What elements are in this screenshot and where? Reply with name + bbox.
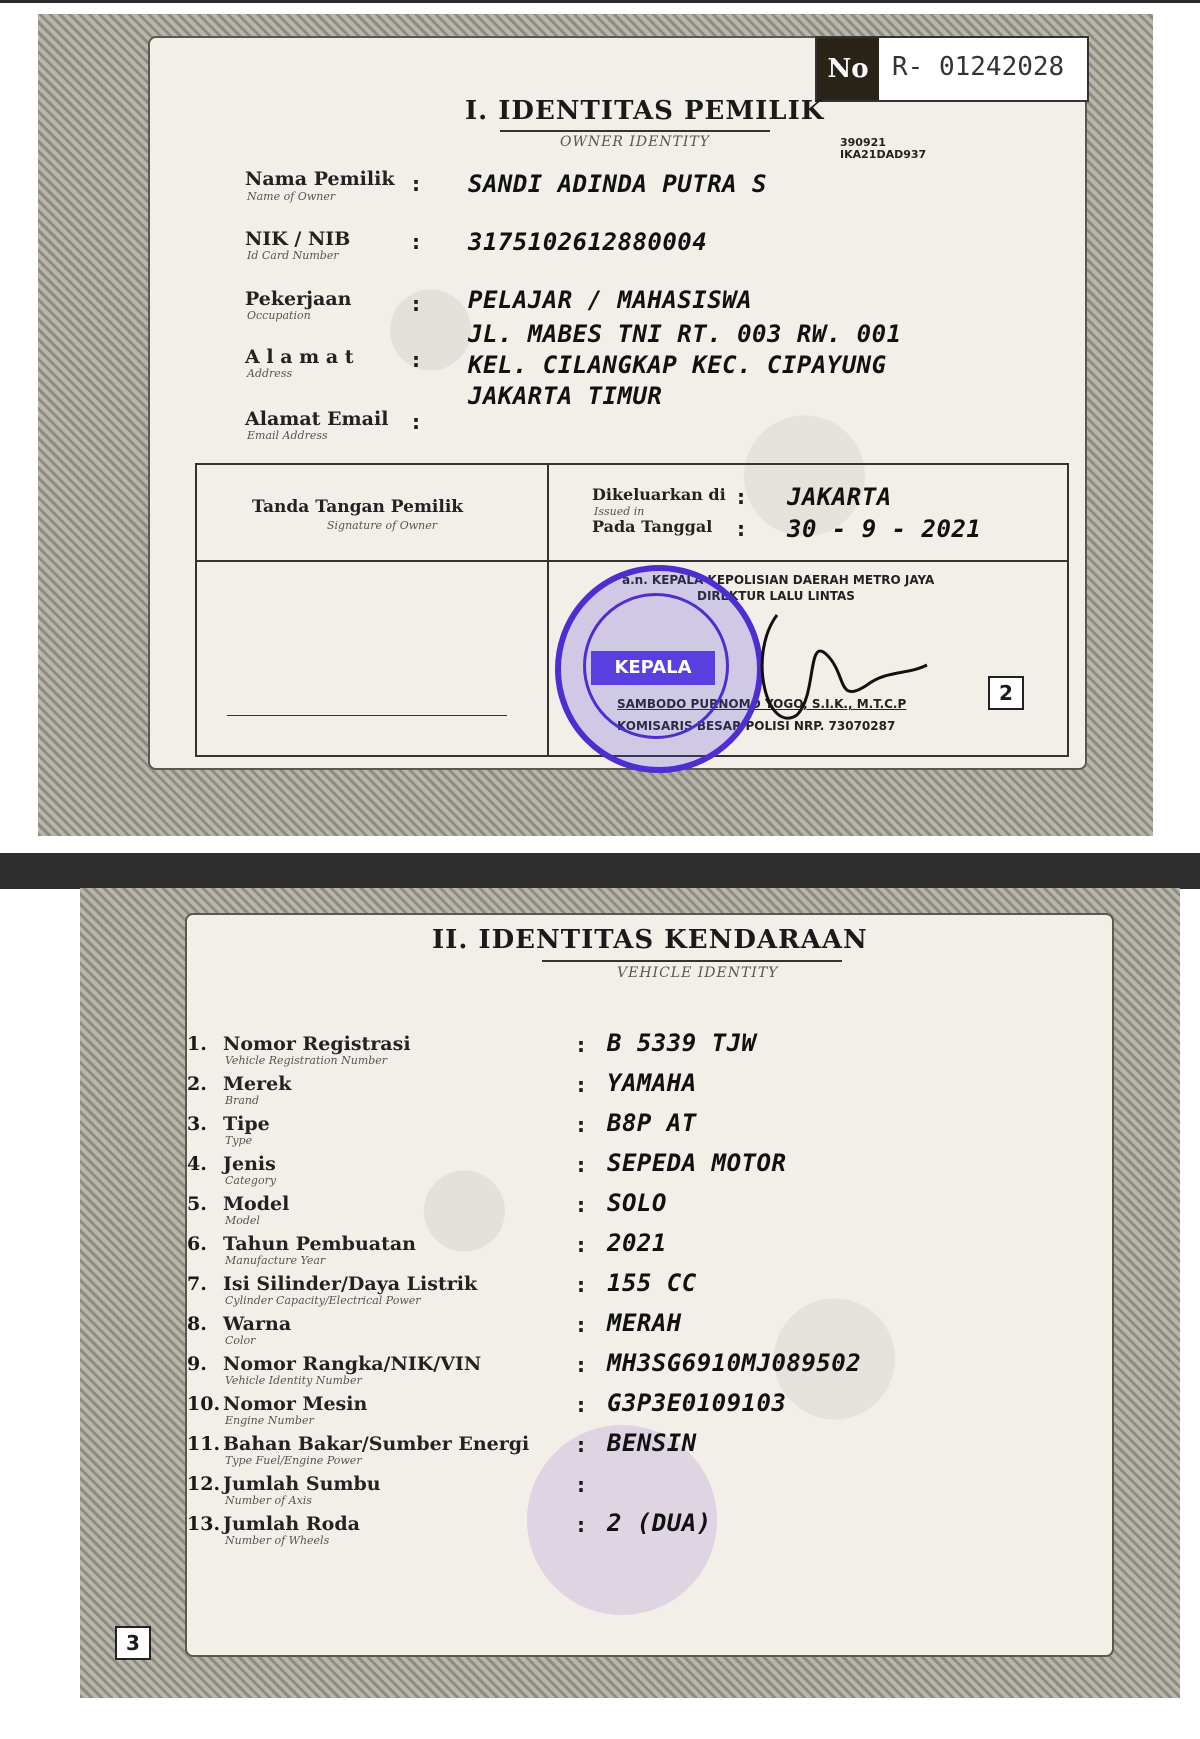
field-value: 2021 — [607, 1229, 667, 1257]
field-sub: Vehicle Identity Number — [225, 1374, 362, 1387]
field-label: Nomor Rangka/NIK/VIN — [223, 1353, 482, 1375]
field-label: Nomor Mesin — [223, 1393, 368, 1415]
field-number: 9. — [187, 1353, 207, 1375]
field-sub: Cylinder Capacity/Electrical Power — [225, 1294, 421, 1307]
page-body — [185, 913, 1114, 1657]
serial-prefix: No — [817, 38, 879, 100]
address-label: A l a m a t — [245, 346, 354, 368]
field-number: 11. — [187, 1433, 221, 1455]
issued-at-value: JAKARTA — [787, 483, 892, 511]
page-body — [148, 36, 1087, 770]
colon: : — [577, 1513, 585, 1537]
nik-value: 3175102612880004 — [468, 228, 708, 256]
field-label: Isi Silinder/Daya Listrik — [223, 1273, 478, 1295]
field-sub: Manufacture Year — [225, 1254, 326, 1267]
code-line-2: IKA21DAD937 — [840, 148, 927, 161]
signature-line — [227, 715, 507, 716]
field-number: 8. — [187, 1313, 207, 1335]
field-value: SEPEDA MOTOR — [607, 1149, 787, 1177]
address-sub: Address — [247, 367, 293, 380]
issued-date-label: Pada Tanggal — [592, 517, 713, 536]
title-underline — [542, 960, 842, 962]
colon: : — [412, 410, 420, 434]
colon: : — [577, 1433, 585, 1457]
field-number: 13. — [187, 1513, 221, 1535]
field-number: 2. — [187, 1073, 207, 1095]
field-sub: Type Fuel/Engine Power — [225, 1454, 362, 1467]
field-label: Jumlah Sumbu — [223, 1473, 381, 1495]
occupation-value: PELAJAR / MAHASISWA — [468, 286, 753, 314]
owner-name-sub: Name of Owner — [247, 190, 336, 203]
email-sub: Email Address — [247, 429, 328, 442]
authority-line-1: a.n. KEPALA KEPOLISIAN DAERAH METRO JAYA — [622, 573, 935, 587]
field-label: Merek — [223, 1073, 292, 1095]
field-label: Jumlah Roda — [223, 1513, 360, 1535]
field-value: BENSIN — [607, 1429, 697, 1457]
owner-identity-page — [38, 14, 1153, 836]
authority-line-2: DIREKTUR LALU LINTAS — [697, 589, 855, 603]
colon: : — [737, 485, 745, 509]
stamp-label: KEPALA — [591, 651, 715, 685]
field-sub: Brand — [225, 1094, 260, 1107]
field-label: Warna — [223, 1313, 292, 1335]
police-stamp — [555, 565, 763, 773]
owner-name-label: Nama Pemilik — [245, 168, 395, 190]
email-label: Alamat Email — [245, 408, 389, 430]
page-title: II. IDENTITAS KENDARAAN — [432, 925, 868, 955]
colon: : — [577, 1473, 585, 1497]
colon: : — [577, 1353, 585, 1377]
official-rank: KOMISARIS BESAR POLISI NRP. 73070287 — [617, 719, 896, 733]
serial-number: R- 01242028 — [892, 52, 1065, 82]
code-line-1: 390921 — [840, 136, 886, 149]
field-number: 7. — [187, 1273, 207, 1295]
page-subtitle: VEHICLE IDENTITY — [617, 965, 779, 981]
colon: : — [412, 172, 420, 196]
field-number: 12. — [187, 1473, 221, 1495]
occupation-sub: Occupation — [247, 309, 311, 322]
colon: : — [412, 230, 420, 254]
field-label: Nomor Registrasi — [223, 1033, 411, 1055]
page-number: 3 — [115, 1626, 151, 1660]
field-sub: Engine Number — [225, 1414, 314, 1427]
issued-at-sub: Issued in — [594, 505, 645, 518]
vehicle-identity-page — [80, 888, 1180, 1698]
colon: : — [577, 1233, 585, 1257]
address-line-2: KEL. CILANGKAP KEC. CIPAYUNG — [468, 351, 887, 379]
field-value: B 5339 TJW — [607, 1029, 757, 1057]
field-value: MH3SG6910MJ089502 — [607, 1349, 862, 1377]
owner-name-value: SANDI ADINDA PUTRA S — [468, 170, 767, 198]
field-value: 2 (DUA) — [607, 1509, 712, 1537]
field-label: Tipe — [223, 1113, 270, 1135]
field-sub: Number of Axis — [225, 1494, 312, 1507]
field-sub: Type — [225, 1134, 253, 1147]
page-divider — [0, 853, 1200, 889]
field-number: 4. — [187, 1153, 207, 1175]
field-label: Model — [223, 1193, 290, 1215]
issued-date-value: 30 - 9 - 2021 — [787, 515, 982, 543]
field-number: 6. — [187, 1233, 207, 1255]
colon: : — [577, 1073, 585, 1097]
issued-at-label: Dikeluarkan di — [592, 485, 726, 504]
colon: : — [412, 348, 420, 372]
colon: : — [577, 1393, 585, 1417]
table-divider — [547, 465, 549, 755]
field-sub: Category — [225, 1174, 277, 1187]
field-value: YAMAHA — [607, 1069, 697, 1097]
official-signature — [737, 595, 937, 745]
field-value: B8P AT — [607, 1109, 697, 1137]
address-line-3: JAKARTA TIMUR — [468, 382, 663, 410]
colon: : — [737, 517, 745, 541]
serial-box — [815, 36, 1089, 102]
field-number: 5. — [187, 1193, 207, 1215]
field-label: Jenis — [223, 1153, 276, 1175]
field-sub: Vehicle Registration Number — [225, 1054, 388, 1067]
occupation-label: Pekerjaan — [245, 288, 352, 310]
field-sub: Model — [225, 1214, 260, 1227]
colon: : — [577, 1153, 585, 1177]
field-number: 1. — [187, 1033, 207, 1055]
field-sub: Number of Wheels — [225, 1534, 330, 1547]
title-underline — [500, 130, 770, 132]
field-value: MERAH — [607, 1309, 682, 1337]
field-value: 155 CC — [607, 1269, 697, 1297]
top-edge-line — [0, 0, 1200, 3]
page-subtitle: OWNER IDENTITY — [560, 134, 711, 150]
field-sub: Color — [225, 1334, 256, 1347]
address-line-1: JL. MABES TNI RT. 003 RW. 001 — [468, 320, 902, 348]
field-number: 10. — [187, 1393, 221, 1415]
field-label: Bahan Bakar/Sumber Energi — [223, 1433, 530, 1455]
page-title: I. IDENTITAS PEMILIK — [465, 96, 825, 126]
colon: : — [577, 1113, 585, 1137]
signature-sub: Signature of Owner — [327, 519, 437, 532]
nik-sub: Id Card Number — [247, 249, 339, 262]
page-number: 2 — [988, 676, 1024, 710]
colon: : — [577, 1033, 585, 1057]
field-label: Tahun Pembuatan — [223, 1233, 416, 1255]
colon: : — [577, 1273, 585, 1297]
field-number: 3. — [187, 1113, 207, 1135]
colon: : — [577, 1193, 585, 1217]
nik-label: NIK / NIB — [245, 228, 351, 250]
signature-table — [195, 463, 1069, 757]
table-row-divider — [197, 560, 1067, 562]
field-value: SOLO — [607, 1189, 667, 1217]
field-value: G3P3E0109103 — [607, 1389, 787, 1417]
signature-label: Tanda Tangan Pemilik — [252, 497, 464, 517]
colon: : — [577, 1313, 585, 1337]
official-name: SAMBODO PURNOMO YOGO, S.I.K., M.T.C.P — [617, 697, 907, 711]
colon: : — [412, 292, 420, 316]
